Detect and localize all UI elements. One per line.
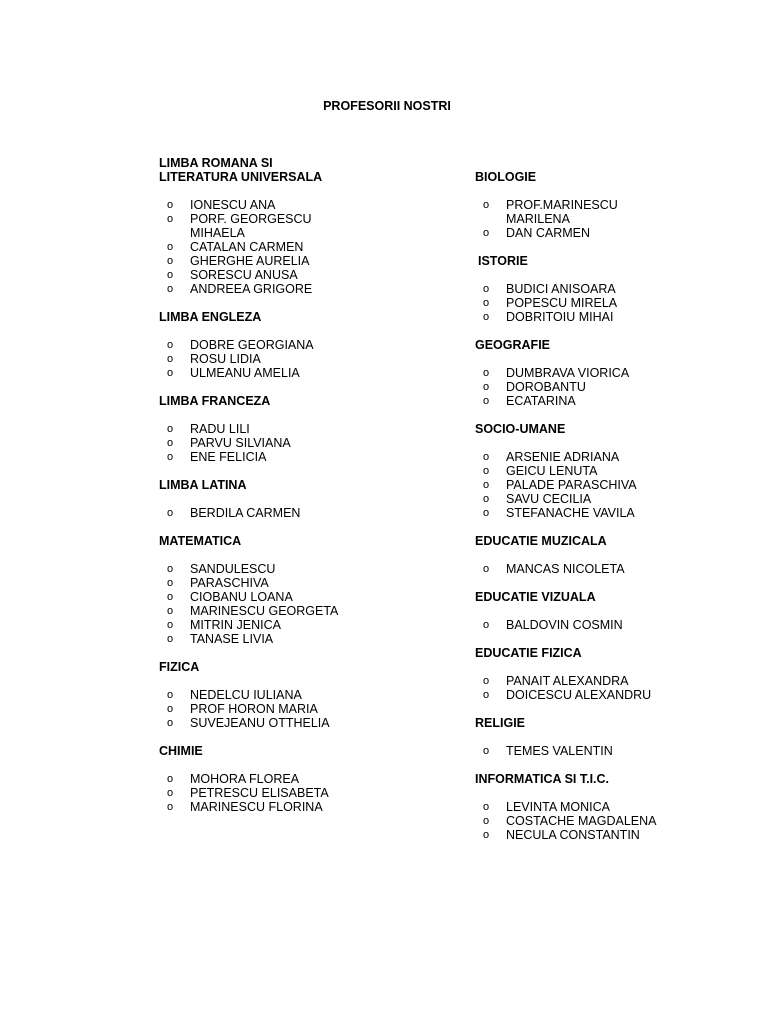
- list-item: o GHERGHE AURELIA: [167, 254, 310, 268]
- list-item: o PROF HORON MARIA: [167, 702, 318, 716]
- bullet-icon: o: [483, 451, 490, 463]
- bullet-icon: o: [483, 745, 490, 757]
- bullet-icon: o: [483, 801, 490, 813]
- teacher-list: [475, 800, 735, 842]
- list-item: o PORF. GEORGESCU MIHAELA: [167, 212, 312, 240]
- bullet-icon: o: [167, 283, 174, 295]
- list-item: o DOBRITOIU MIHAI: [483, 310, 614, 324]
- section-chimie: [159, 744, 459, 814]
- section-matematica: [159, 534, 459, 646]
- section-educatie-muzicala: [475, 534, 735, 576]
- list-item: o MARINESCU FLORINA: [167, 800, 323, 814]
- list-item: o BUDICI ANISOARA: [483, 282, 616, 296]
- list-item: o ENE FELICIA: [167, 450, 267, 464]
- bullet-icon: o: [483, 297, 490, 309]
- list-item: o BALDOVIN COSMIN: [483, 618, 623, 632]
- section-heading: INFORMATICA SI T.I.C.: [475, 772, 610, 786]
- teacher-list: [475, 674, 735, 702]
- section-limba-romana: [159, 156, 459, 296]
- bullet-icon: o: [483, 493, 490, 505]
- list-item: o TEMES VALENTIN: [483, 744, 613, 758]
- section-heading: GEOGRAFIE: [475, 338, 551, 352]
- list-item: o PARVU SILVIANA: [167, 436, 291, 450]
- list-item: o MOHORA FLOREA: [167, 772, 300, 786]
- bullet-icon: o: [167, 773, 174, 785]
- section-heading: LIMBA FRANCEZA: [159, 394, 271, 408]
- section-educatie-fizica: [475, 646, 735, 702]
- bullet-icon: o: [483, 829, 490, 841]
- section-heading-line2: LITERATURA UNIVERSALA: [159, 170, 323, 184]
- teacher-list: [475, 562, 735, 576]
- list-item: o ULMEANU AMELIA: [167, 366, 300, 380]
- section-heading: LIMBA ENGLEZA: [159, 310, 262, 324]
- list-item: o MITRIN JENICA: [167, 618, 281, 632]
- section-fizica: [159, 660, 459, 730]
- bullet-icon: o: [167, 689, 174, 701]
- bullet-icon: o: [167, 787, 174, 799]
- list-item: o ROSU LIDIA: [167, 352, 261, 366]
- list-item: o SUVEJEANU OTTHELIA: [167, 716, 330, 730]
- teacher-list: [159, 772, 459, 814]
- bullet-icon: o: [167, 339, 174, 351]
- section-limba-latina: [159, 478, 459, 520]
- page-title: PROFESORII NOSTRI: [323, 99, 451, 113]
- teacher-list: [475, 450, 735, 520]
- list-item: o DUMBRAVA VIORICA: [483, 366, 630, 380]
- list-item: o SAVU CECILIA: [483, 492, 592, 506]
- bullet-icon: o: [167, 591, 174, 603]
- section-heading: LIMBA LATINA: [159, 478, 247, 492]
- list-item: o NECULA CONSTANTIN: [483, 828, 640, 842]
- list-item: o STEFANACHE VAVILA: [483, 506, 635, 520]
- bullet-icon: o: [483, 507, 490, 519]
- list-item: o TANASE LIVIA: [167, 632, 274, 646]
- list-item: o PALADE PARASCHIVA: [483, 478, 637, 492]
- teacher-list: [159, 422, 459, 464]
- bullet-icon: o: [167, 353, 174, 365]
- bullet-icon: o: [167, 255, 174, 267]
- section-geografie: [475, 338, 735, 408]
- list-item: o CATALAN CARMEN: [167, 240, 304, 254]
- section-educatie-vizuala: [475, 590, 735, 632]
- list-item: o COSTACHE MAGDALENA: [483, 814, 657, 828]
- bullet-icon: o: [167, 577, 174, 589]
- teacher-list: [475, 282, 738, 324]
- bullet-icon: o: [167, 507, 174, 519]
- section-heading: LIMBA ROMANA SI: [159, 156, 273, 170]
- bullet-icon: o: [167, 423, 174, 435]
- bullet-icon: o: [483, 465, 490, 477]
- section-heading: CHIMIE: [159, 744, 203, 758]
- bullet-icon: o: [167, 563, 174, 575]
- list-item: o ARSENIE ADRIANA: [483, 450, 620, 464]
- section-heading: EDUCATIE VIZUALA: [475, 590, 596, 604]
- teacher-list: [475, 618, 735, 632]
- list-item: o NEDELCU IULIANA: [167, 688, 302, 702]
- bullet-icon: o: [483, 395, 490, 407]
- bullet-icon: o: [167, 717, 174, 729]
- list-item: o DOICESCU ALEXANDRU: [483, 688, 652, 702]
- teacher-list: [159, 198, 459, 296]
- list-item: o MANCAS NICOLETA: [483, 562, 625, 576]
- bullet-icon: o: [167, 213, 174, 225]
- section-heading: SOCIO-UMANE: [475, 422, 566, 436]
- list-item: o GEICU LENUTA: [483, 464, 598, 478]
- list-item: o CIOBANU LOANA: [167, 590, 293, 604]
- list-item: o DAN CARMEN: [483, 226, 591, 240]
- teacher-list: [475, 744, 735, 758]
- bullet-icon: o: [483, 563, 490, 575]
- bullet-icon: o: [167, 619, 174, 631]
- teacher-list: [159, 506, 459, 520]
- section-heading: ISTORIE: [478, 254, 528, 268]
- bullet-icon: o: [483, 815, 490, 827]
- list-item: o PETRESCU ELISABETA: [167, 786, 329, 800]
- bullet-icon: o: [483, 227, 490, 239]
- list-item: o BERDILA CARMEN: [167, 506, 301, 520]
- bullet-icon: o: [483, 689, 490, 701]
- section-limba-franceza: [159, 394, 459, 464]
- bullet-icon: o: [167, 241, 174, 253]
- teacher-list: [159, 338, 459, 380]
- list-item: o PANAIT ALEXANDRA: [483, 674, 629, 688]
- list-item: o IONESCU ANA: [167, 198, 276, 212]
- list-item: o LEVINTA MONICA: [483, 800, 610, 814]
- section-biologie: [475, 170, 735, 240]
- list-item: o DOROBANTU: [483, 380, 586, 394]
- list-item: o SANDULESCU: [167, 562, 276, 576]
- section-limba-engleza: [159, 310, 459, 380]
- bullet-icon: o: [483, 311, 490, 323]
- bullet-icon: o: [167, 367, 174, 379]
- bullet-icon: o: [167, 801, 174, 813]
- bullet-icon: o: [483, 675, 490, 687]
- section-heading: FIZICA: [159, 660, 200, 674]
- bullet-icon: o: [167, 605, 174, 617]
- list-item: o SORESCU ANUSA: [167, 268, 298, 282]
- section-heading: EDUCATIE MUZICALA: [475, 534, 607, 548]
- teacher-list: [475, 366, 735, 408]
- section-heading: EDUCATIE FIZICA: [475, 646, 582, 660]
- list-item: o PROF.MARINESCU MARILENA: [483, 198, 618, 226]
- section-heading: MATEMATICA: [159, 534, 242, 548]
- bullet-icon: o: [483, 283, 490, 295]
- teacher-list: [159, 688, 459, 730]
- section-heading: RELIGIE: [475, 716, 526, 730]
- section-socio-umane: [475, 422, 735, 520]
- bullet-icon: o: [167, 199, 174, 211]
- section-istorie: [478, 254, 738, 324]
- section-heading: BIOLOGIE: [475, 170, 537, 184]
- bullet-icon: o: [167, 703, 174, 715]
- list-item: o POPESCU MIRELA: [483, 296, 618, 310]
- bullet-icon: o: [167, 451, 174, 463]
- list-item: o RADU LILI: [167, 422, 250, 436]
- bullet-icon: o: [167, 633, 174, 645]
- teacher-list: [475, 198, 735, 240]
- bullet-icon: o: [483, 381, 490, 393]
- list-item: o PARASCHIVA: [167, 576, 269, 590]
- bullet-icon: o: [483, 367, 490, 379]
- list-item: o ECATARINA: [483, 394, 576, 408]
- list-item: o ANDREEA GRIGORE: [167, 282, 313, 296]
- section-religie: [475, 716, 735, 758]
- bullet-icon: o: [483, 199, 490, 211]
- bullet-icon: o: [167, 437, 174, 449]
- bullet-icon: o: [167, 269, 174, 281]
- section-informatica: [475, 772, 735, 842]
- bullet-icon: o: [483, 479, 490, 491]
- bullet-icon: o: [483, 619, 490, 631]
- teacher-list: [159, 562, 459, 646]
- list-item: o MARINESCU GEORGETA: [167, 604, 339, 618]
- list-item: o DOBRE GEORGIANA: [167, 338, 314, 352]
